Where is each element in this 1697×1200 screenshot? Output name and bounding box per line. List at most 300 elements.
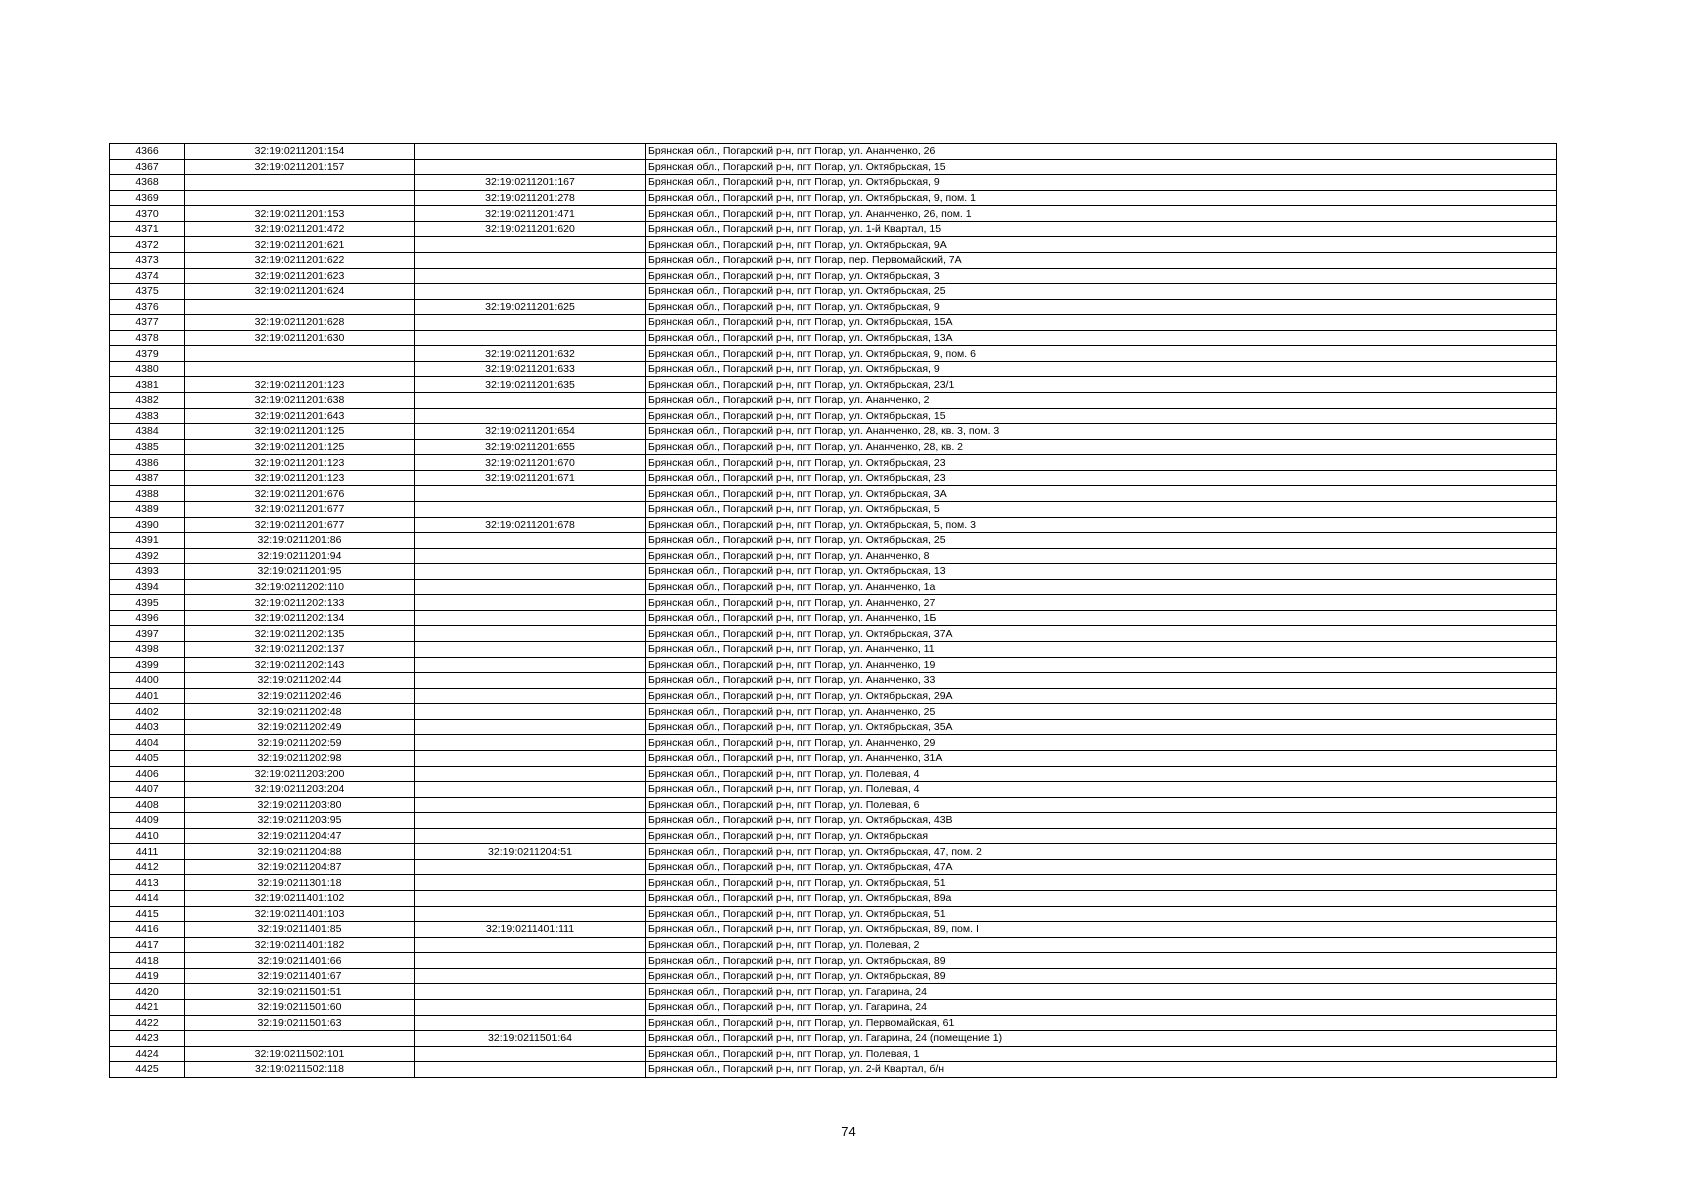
address-cell: Брянская обл., Погарский р-н, пгт Погар, ул. Октябрьская, 89а — [646, 891, 1557, 907]
table-row — [110, 470, 1557, 486]
address-cell: Брянская обл., Погарский р-н, пгт Погар, ул. Ананченко, 27 — [646, 595, 1557, 611]
table-row — [110, 252, 1557, 268]
table-row — [110, 735, 1557, 751]
row-number-cell: 4405 — [110, 750, 185, 766]
land-cadastral-number-cell: 32:19:0211201:623 — [185, 268, 415, 284]
address-cell: Брянская обл., Погарский р-н, пгт Погар, ул. Первомайская, 61 — [646, 1015, 1557, 1031]
building-cadastral-number-cell — [415, 393, 646, 409]
row-number-cell: 4384 — [110, 424, 185, 440]
row-number-cell: 4400 — [110, 673, 185, 689]
land-cadastral-number-cell: 32:19:0211502:101 — [185, 1046, 415, 1062]
address-cell: Брянская обл., Погарский р-н, пгт Погар, ул. Октябрьская, 5 — [646, 501, 1557, 517]
building-cadastral-number-cell — [415, 252, 646, 268]
address-cell: Брянская обл., Погарский р-н, пгт Погар, ул. Октябрьская, 9, пом. 6 — [646, 346, 1557, 362]
building-cadastral-number-cell — [415, 501, 646, 517]
building-cadastral-number-cell — [415, 1046, 646, 1062]
building-cadastral-number-cell — [415, 999, 646, 1015]
table-row — [110, 175, 1557, 191]
table-row — [110, 642, 1557, 658]
table-row — [110, 891, 1557, 907]
address-cell: Брянская обл., Погарский р-н, пгт Погар, ул. Октябрьская, 89, пом. I — [646, 922, 1557, 938]
row-number-cell: 4420 — [110, 984, 185, 1000]
land-cadastral-number-cell: 32:19:0211401:102 — [185, 891, 415, 907]
table-row — [110, 517, 1557, 533]
table-row — [110, 221, 1557, 237]
land-cadastral-number-cell: 32:19:0211201:123 — [185, 377, 415, 393]
address-cell: Брянская обл., Погарский р-н, пгт Погар, ул. Октябрьская, 25 — [646, 284, 1557, 300]
building-cadastral-number-cell — [415, 159, 646, 175]
row-number-cell: 4411 — [110, 844, 185, 860]
land-cadastral-number-cell: 32:19:0211501:51 — [185, 984, 415, 1000]
building-cadastral-number-cell — [415, 657, 646, 673]
building-cadastral-number-cell: 32:19:0211201:632 — [415, 346, 646, 362]
building-cadastral-number-cell — [415, 797, 646, 813]
land-cadastral-number-cell: 32:19:0211201:472 — [185, 221, 415, 237]
land-cadastral-number-cell: 32:19:0211502:118 — [185, 1062, 415, 1078]
land-cadastral-number-cell: 32:19:0211202:46 — [185, 688, 415, 704]
table-row — [110, 361, 1557, 377]
row-number-cell: 4396 — [110, 610, 185, 626]
table-row — [110, 610, 1557, 626]
land-cadastral-number-cell: 32:19:0211202:135 — [185, 626, 415, 642]
address-cell: Брянская обл., Погарский р-н, пгт Погар, ул. Октябрьская, 25 — [646, 533, 1557, 549]
land-cadastral-number-cell: 32:19:0211203:200 — [185, 766, 415, 782]
table-row — [110, 750, 1557, 766]
table-row — [110, 657, 1557, 673]
building-cadastral-number-cell — [415, 891, 646, 907]
table-row — [110, 237, 1557, 253]
table-row — [110, 159, 1557, 175]
land-cadastral-number-cell: 32:19:0211202:134 — [185, 610, 415, 626]
address-cell: Брянская обл., Погарский р-н, пгт Погар, ул. Октябрьская, 23/1 — [646, 377, 1557, 393]
table-row — [110, 828, 1557, 844]
building-cadastral-number-cell — [415, 533, 646, 549]
building-cadastral-number-cell — [415, 984, 646, 1000]
building-cadastral-number-cell — [415, 579, 646, 595]
building-cadastral-number-cell: 32:19:0211201:654 — [415, 424, 646, 440]
row-number-cell: 4390 — [110, 517, 185, 533]
row-number-cell: 4394 — [110, 579, 185, 595]
building-cadastral-number-cell — [415, 704, 646, 720]
building-cadastral-number-cell — [415, 237, 646, 253]
building-cadastral-number-cell — [415, 610, 646, 626]
row-number-cell: 4398 — [110, 642, 185, 658]
address-cell: Брянская обл., Погарский р-н, пгт Погар, ул. Октябрьская, 9 — [646, 361, 1557, 377]
row-number-cell: 4376 — [110, 299, 185, 315]
building-cadastral-number-cell — [415, 595, 646, 611]
address-cell: Брянская обл., Погарский р-н, пгт Погар, ул. Октябрьская, 13А — [646, 330, 1557, 346]
row-number-cell: 4416 — [110, 922, 185, 938]
table-row — [110, 688, 1557, 704]
address-cell: Брянская обл., Погарский р-н, пгт Погар, ул. Полевая, 4 — [646, 766, 1557, 782]
row-number-cell: 4386 — [110, 455, 185, 471]
land-cadastral-number-cell: 32:19:0211301:18 — [185, 875, 415, 891]
page-number: 74 — [841, 1124, 856, 1139]
table-row — [110, 206, 1557, 222]
building-cadastral-number-cell: 32:19:0211201:278 — [415, 190, 646, 206]
land-cadastral-number-cell — [185, 1031, 415, 1047]
address-cell: Брянская обл., Погарский р-н, пгт Погар, ул. Ананченко, 28, кв. 3, пом. 3 — [646, 424, 1557, 440]
land-cadastral-number-cell: 32:19:0211201:676 — [185, 486, 415, 502]
address-cell: Брянская обл., Погарский р-н, пгт Погар, ул. Октябрьская, 89 — [646, 953, 1557, 969]
address-cell: Брянская обл., Погарский р-н, пгт Погар, ул. Ананченко, 8 — [646, 548, 1557, 564]
registry-table-body — [110, 144, 1557, 1078]
address-cell: Брянская обл., Погарский р-н, пгт Погар, ул. Гагарина, 24 (помещение 1) — [646, 1031, 1557, 1047]
land-cadastral-number-cell: 32:19:0211202:49 — [185, 719, 415, 735]
address-cell: Брянская обл., Погарский р-н, пгт Погар, ул. Октябрьская — [646, 828, 1557, 844]
row-number-cell: 4383 — [110, 408, 185, 424]
address-cell: Брянская обл., Погарский р-н, пгт Погар, пер. Первомайский, 7А — [646, 252, 1557, 268]
row-number-cell: 4418 — [110, 953, 185, 969]
building-cadastral-number-cell — [415, 735, 646, 751]
row-number-cell: 4370 — [110, 206, 185, 222]
land-cadastral-number-cell: 32:19:0211201:677 — [185, 501, 415, 517]
table-row — [110, 844, 1557, 860]
table-row — [110, 579, 1557, 595]
address-cell: Брянская обл., Погарский р-н, пгт Погар, ул. Ананченко, 1Б — [646, 610, 1557, 626]
land-cadastral-number-cell: 32:19:0211202:98 — [185, 750, 415, 766]
address-cell: Брянская обл., Погарский р-н, пгт Погар, ул. Ананченко, 19 — [646, 657, 1557, 673]
building-cadastral-number-cell — [415, 968, 646, 984]
address-cell: Брянская обл., Погарский р-н, пгт Погар, ул. Октябрьская, 3А — [646, 486, 1557, 502]
row-number-cell: 4404 — [110, 735, 185, 751]
table-row — [110, 408, 1557, 424]
table-row — [110, 766, 1557, 782]
address-cell: Брянская обл., Погарский р-н, пгт Погар, ул. Ананченко, 28, кв. 2 — [646, 439, 1557, 455]
building-cadastral-number-cell — [415, 859, 646, 875]
land-cadastral-number-cell: 32:19:0211201:153 — [185, 206, 415, 222]
land-cadastral-number-cell: 32:19:0211202:137 — [185, 642, 415, 658]
building-cadastral-number-cell — [415, 548, 646, 564]
row-number-cell: 4403 — [110, 719, 185, 735]
address-cell: Брянская обл., Погарский р-н, пгт Погар, ул. Ананченко, 26 — [646, 144, 1557, 160]
land-cadastral-number-cell: 32:19:0211204:88 — [185, 844, 415, 860]
building-cadastral-number-cell: 32:19:0211201:620 — [415, 221, 646, 237]
table-row — [110, 922, 1557, 938]
land-cadastral-number-cell: 32:19:0211401:66 — [185, 953, 415, 969]
building-cadastral-number-cell — [415, 315, 646, 331]
building-cadastral-number-cell — [415, 937, 646, 953]
table-row — [110, 953, 1557, 969]
land-cadastral-number-cell: 32:19:0211201:677 — [185, 517, 415, 533]
building-cadastral-number-cell: 32:19:0211501:64 — [415, 1031, 646, 1047]
land-cadastral-number-cell: 32:19:0211203:204 — [185, 782, 415, 798]
building-cadastral-number-cell: 32:19:0211201:671 — [415, 470, 646, 486]
row-number-cell: 4385 — [110, 439, 185, 455]
land-cadastral-number-cell: 32:19:0211204:47 — [185, 828, 415, 844]
address-cell: Брянская обл., Погарский р-н, пгт Погар, ул. Полевая, 6 — [646, 797, 1557, 813]
land-cadastral-number-cell: 32:19:0211201:125 — [185, 439, 415, 455]
row-number-cell: 4369 — [110, 190, 185, 206]
row-number-cell: 4422 — [110, 1015, 185, 1031]
row-number-cell: 4387 — [110, 470, 185, 486]
address-cell: Брянская обл., Погарский р-н, пгт Погар, ул. Октябрьская, 89 — [646, 968, 1557, 984]
land-cadastral-number-cell: 32:19:0211203:95 — [185, 813, 415, 829]
address-cell: Брянская обл., Погарский р-н, пгт Погар, ул. Октябрьская, 9 — [646, 175, 1557, 191]
land-cadastral-number-cell: 32:19:0211201:638 — [185, 393, 415, 409]
row-number-cell: 4407 — [110, 782, 185, 798]
address-cell: Брянская обл., Погарский р-н, пгт Погар, ул. Полевая, 2 — [646, 937, 1557, 953]
building-cadastral-number-cell — [415, 1015, 646, 1031]
address-cell: Брянская обл., Погарский р-н, пгт Погар, ул. Октябрьская, 23 — [646, 470, 1557, 486]
address-cell: Брянская обл., Погарский р-н, пгт Погар, ул. Гагарина, 24 — [646, 984, 1557, 1000]
land-cadastral-number-cell: 32:19:0211401:85 — [185, 922, 415, 938]
table-row — [110, 875, 1557, 891]
building-cadastral-number-cell — [415, 144, 646, 160]
row-number-cell: 4392 — [110, 548, 185, 564]
row-number-cell: 4379 — [110, 346, 185, 362]
row-number-cell: 4412 — [110, 859, 185, 875]
land-cadastral-number-cell: 32:19:0211203:80 — [185, 797, 415, 813]
table-row — [110, 190, 1557, 206]
row-number-cell: 4393 — [110, 564, 185, 580]
table-row — [110, 859, 1557, 875]
building-cadastral-number-cell — [415, 828, 646, 844]
table-row — [110, 595, 1557, 611]
row-number-cell: 4402 — [110, 704, 185, 720]
land-cadastral-number-cell: 32:19:0211202:48 — [185, 704, 415, 720]
land-cadastral-number-cell: 32:19:0211201:123 — [185, 455, 415, 471]
land-cadastral-number-cell — [185, 346, 415, 362]
table-row — [110, 782, 1557, 798]
building-cadastral-number-cell — [415, 906, 646, 922]
land-cadastral-number-cell: 32:19:0211202:44 — [185, 673, 415, 689]
building-cadastral-number-cell — [415, 408, 646, 424]
row-number-cell: 4410 — [110, 828, 185, 844]
building-cadastral-number-cell: 32:19:0211401:111 — [415, 922, 646, 938]
building-cadastral-number-cell — [415, 782, 646, 798]
row-number-cell: 4388 — [110, 486, 185, 502]
table-row — [110, 1015, 1557, 1031]
land-cadastral-number-cell — [185, 175, 415, 191]
address-cell: Брянская обл., Погарский р-н, пгт Погар, ул. Октябрьская, 43В — [646, 813, 1557, 829]
building-cadastral-number-cell — [415, 813, 646, 829]
land-cadastral-number-cell — [185, 299, 415, 315]
row-number-cell: 4391 — [110, 533, 185, 549]
address-cell: Брянская обл., Погарский р-н, пгт Погар, ул. Ананченко, 31А — [646, 750, 1557, 766]
address-cell: Брянская обл., Погарский р-н, пгт Погар, ул. Октябрьская, 47, пом. 2 — [646, 844, 1557, 860]
table-row — [110, 455, 1557, 471]
land-cadastral-number-cell: 32:19:0211201:621 — [185, 237, 415, 253]
land-cadastral-number-cell: 32:19:0211201:123 — [185, 470, 415, 486]
row-number-cell: 4371 — [110, 221, 185, 237]
table-row — [110, 330, 1557, 346]
table-row — [110, 968, 1557, 984]
land-cadastral-number-cell: 32:19:0211202:133 — [185, 595, 415, 611]
table-row — [110, 346, 1557, 362]
land-cadastral-number-cell: 32:19:0211202:143 — [185, 657, 415, 673]
row-number-cell: 4366 — [110, 144, 185, 160]
registry-table — [109, 143, 1557, 1078]
row-number-cell: 4372 — [110, 237, 185, 253]
row-number-cell: 4409 — [110, 813, 185, 829]
table-row — [110, 719, 1557, 735]
table-row — [110, 393, 1557, 409]
table-row — [110, 1046, 1557, 1062]
row-number-cell: 4395 — [110, 595, 185, 611]
table-row — [110, 439, 1557, 455]
table-row — [110, 377, 1557, 393]
table-row — [110, 268, 1557, 284]
table-row — [110, 673, 1557, 689]
table-row — [110, 564, 1557, 580]
address-cell: Брянская обл., Погарский р-н, пгт Погар, ул. Октябрьская, 9А — [646, 237, 1557, 253]
address-cell: Брянская обл., Погарский р-н, пгт Погар, ул. Октябрьская, 37А — [646, 626, 1557, 642]
land-cadastral-number-cell: 32:19:0211202:59 — [185, 735, 415, 751]
land-cadastral-number-cell: 32:19:0211204:87 — [185, 859, 415, 875]
land-cadastral-number-cell — [185, 361, 415, 377]
address-cell: Брянская обл., Погарский р-н, пгт Погар, ул. Ананченко, 26, пом. 1 — [646, 206, 1557, 222]
building-cadastral-number-cell — [415, 486, 646, 502]
land-cadastral-number-cell: 32:19:0211201:94 — [185, 548, 415, 564]
row-number-cell: 4377 — [110, 315, 185, 331]
table-row — [110, 704, 1557, 720]
building-cadastral-number-cell — [415, 564, 646, 580]
row-number-cell: 4374 — [110, 268, 185, 284]
address-cell: Брянская обл., Погарский р-н, пгт Погар, ул. Октябрьская, 23 — [646, 455, 1557, 471]
building-cadastral-number-cell: 32:19:0211201:471 — [415, 206, 646, 222]
building-cadastral-number-cell — [415, 875, 646, 891]
address-cell: Брянская обл., Погарский р-н, пгт Погар, ул. Полевая, 1 — [646, 1046, 1557, 1062]
building-cadastral-number-cell — [415, 330, 646, 346]
table-row — [110, 144, 1557, 160]
table-row — [110, 797, 1557, 813]
building-cadastral-number-cell — [415, 284, 646, 300]
row-number-cell: 4367 — [110, 159, 185, 175]
building-cadastral-number-cell: 32:19:0211201:670 — [415, 455, 646, 471]
land-cadastral-number-cell: 32:19:0211201:624 — [185, 284, 415, 300]
table-row — [110, 626, 1557, 642]
building-cadastral-number-cell: 32:19:0211204:51 — [415, 844, 646, 860]
table-row — [110, 424, 1557, 440]
land-cadastral-number-cell: 32:19:0211401:103 — [185, 906, 415, 922]
land-cadastral-number-cell: 32:19:0211201:154 — [185, 144, 415, 160]
row-number-cell: 4378 — [110, 330, 185, 346]
table-row — [110, 315, 1557, 331]
row-number-cell: 4421 — [110, 999, 185, 1015]
building-cadastral-number-cell: 32:19:0211201:635 — [415, 377, 646, 393]
address-cell: Брянская обл., Погарский р-н, пгт Погар, ул. Полевая, 4 — [646, 782, 1557, 798]
row-number-cell: 4423 — [110, 1031, 185, 1047]
land-cadastral-number-cell: 32:19:0211201:622 — [185, 252, 415, 268]
building-cadastral-number-cell — [415, 642, 646, 658]
land-cadastral-number-cell: 32:19:0211202:110 — [185, 579, 415, 595]
address-cell: Брянская обл., Погарский р-н, пгт Погар, ул. Ананченко, 29 — [646, 735, 1557, 751]
land-cadastral-number-cell: 32:19:0211401:67 — [185, 968, 415, 984]
table-row — [110, 501, 1557, 517]
building-cadastral-number-cell: 32:19:0211201:655 — [415, 439, 646, 455]
address-cell: Брянская обл., Погарский р-н, пгт Погар, ул. Октябрьская, 5, пом. 3 — [646, 517, 1557, 533]
row-number-cell: 4408 — [110, 797, 185, 813]
address-cell: Брянская обл., Погарский р-н, пгт Погар, ул. Октябрьская, 15 — [646, 159, 1557, 175]
table-row — [110, 284, 1557, 300]
table-row — [110, 1031, 1557, 1047]
table-row — [110, 548, 1557, 564]
address-cell: Брянская обл., Погарский р-н, пгт Погар, ул. 2-й Квартал, б/н — [646, 1062, 1557, 1078]
building-cadastral-number-cell — [415, 719, 646, 735]
building-cadastral-number-cell — [415, 673, 646, 689]
row-number-cell: 4382 — [110, 393, 185, 409]
row-number-cell: 4413 — [110, 875, 185, 891]
table-row — [110, 937, 1557, 953]
table-row — [110, 984, 1557, 1000]
land-cadastral-number-cell: 32:19:0211401:182 — [185, 937, 415, 953]
row-number-cell: 4424 — [110, 1046, 185, 1062]
building-cadastral-number-cell — [415, 688, 646, 704]
row-number-cell: 4417 — [110, 937, 185, 953]
address-cell: Брянская обл., Погарский р-н, пгт Погар, ул. Октябрьская, 29А — [646, 688, 1557, 704]
row-number-cell: 4375 — [110, 284, 185, 300]
row-number-cell: 4414 — [110, 891, 185, 907]
address-cell: Брянская обл., Погарский р-н, пгт Погар, ул. Октябрьская, 51 — [646, 875, 1557, 891]
row-number-cell: 4368 — [110, 175, 185, 191]
address-cell: Брянская обл., Погарский р-н, пгт Погар, ул. Октябрьская, 47А — [646, 859, 1557, 875]
building-cadastral-number-cell: 32:19:0211201:167 — [415, 175, 646, 191]
address-cell: Брянская обл., Погарский р-н, пгт Погар, ул. Октябрьская, 51 — [646, 906, 1557, 922]
address-cell: Брянская обл., Погарский р-н, пгт Погар, ул. Октябрьская, 15 — [646, 408, 1557, 424]
row-number-cell: 4373 — [110, 252, 185, 268]
land-cadastral-number-cell: 32:19:0211201:643 — [185, 408, 415, 424]
row-number-cell: 4419 — [110, 968, 185, 984]
table-row — [110, 906, 1557, 922]
land-cadastral-number-cell: 32:19:0211201:630 — [185, 330, 415, 346]
building-cadastral-number-cell — [415, 953, 646, 969]
row-number-cell: 4425 — [110, 1062, 185, 1078]
address-cell: Брянская обл., Погарский р-н, пгт Погар, ул. Октябрьская, 9, пом. 1 — [646, 190, 1557, 206]
building-cadastral-number-cell — [415, 766, 646, 782]
row-number-cell: 4415 — [110, 906, 185, 922]
land-cadastral-number-cell: 32:19:0211201:628 — [185, 315, 415, 331]
land-cadastral-number-cell — [185, 190, 415, 206]
address-cell: Брянская обл., Погарский р-н, пгт Погар, ул. Ананченко, 11 — [646, 642, 1557, 658]
address-cell: Брянская обл., Погарский р-н, пгт Погар, ул. Ананченко, 2 — [646, 393, 1557, 409]
address-cell: Брянская обл., Погарский р-н, пгт Погар, ул. Октябрьская, 13 — [646, 564, 1557, 580]
row-number-cell: 4380 — [110, 361, 185, 377]
row-number-cell: 4406 — [110, 766, 185, 782]
address-cell: Брянская обл., Погарский р-н, пгт Погар, ул. Ананченко, 25 — [646, 704, 1557, 720]
building-cadastral-number-cell — [415, 268, 646, 284]
row-number-cell: 4401 — [110, 688, 185, 704]
building-cadastral-number-cell — [415, 1062, 646, 1078]
row-number-cell: 4389 — [110, 501, 185, 517]
building-cadastral-number-cell: 32:19:0211201:625 — [415, 299, 646, 315]
table-row — [110, 999, 1557, 1015]
address-cell: Брянская обл., Погарский р-н, пгт Погар, ул. Октябрьская, 35А — [646, 719, 1557, 735]
table-row — [110, 533, 1557, 549]
land-cadastral-number-cell: 32:19:0211201:86 — [185, 533, 415, 549]
address-cell: Брянская обл., Погарский р-н, пгт Погар, ул. Ананченко, 1а — [646, 579, 1557, 595]
table-row — [110, 299, 1557, 315]
address-cell: Брянская обл., Погарский р-н, пгт Погар, ул. Октябрьская, 9 — [646, 299, 1557, 315]
building-cadastral-number-cell: 32:19:0211201:633 — [415, 361, 646, 377]
address-cell: Брянская обл., Погарский р-н, пгт Погар, ул. Гагарина, 24 — [646, 999, 1557, 1015]
row-number-cell: 4397 — [110, 626, 185, 642]
table-row — [110, 1062, 1557, 1078]
address-cell: Брянская обл., Погарский р-н, пгт Погар, ул. Октябрьская, 15А — [646, 315, 1557, 331]
table-row — [110, 486, 1557, 502]
land-cadastral-number-cell: 32:19:0211201:125 — [185, 424, 415, 440]
address-cell: Брянская обл., Погарский р-н, пгт Погар, ул. Ананченко, 33 — [646, 673, 1557, 689]
land-cadastral-number-cell: 32:19:0211201:95 — [185, 564, 415, 580]
land-cadastral-number-cell: 32:19:0211501:60 — [185, 999, 415, 1015]
land-cadastral-number-cell: 32:19:0211501:63 — [185, 1015, 415, 1031]
building-cadastral-number-cell — [415, 626, 646, 642]
land-cadastral-number-cell: 32:19:0211201:157 — [185, 159, 415, 175]
building-cadastral-number-cell: 32:19:0211201:678 — [415, 517, 646, 533]
address-cell: Брянская обл., Погарский р-н, пгт Погар, ул. 1-й Квартал, 15 — [646, 221, 1557, 237]
table-row — [110, 813, 1557, 829]
row-number-cell: 4381 — [110, 377, 185, 393]
